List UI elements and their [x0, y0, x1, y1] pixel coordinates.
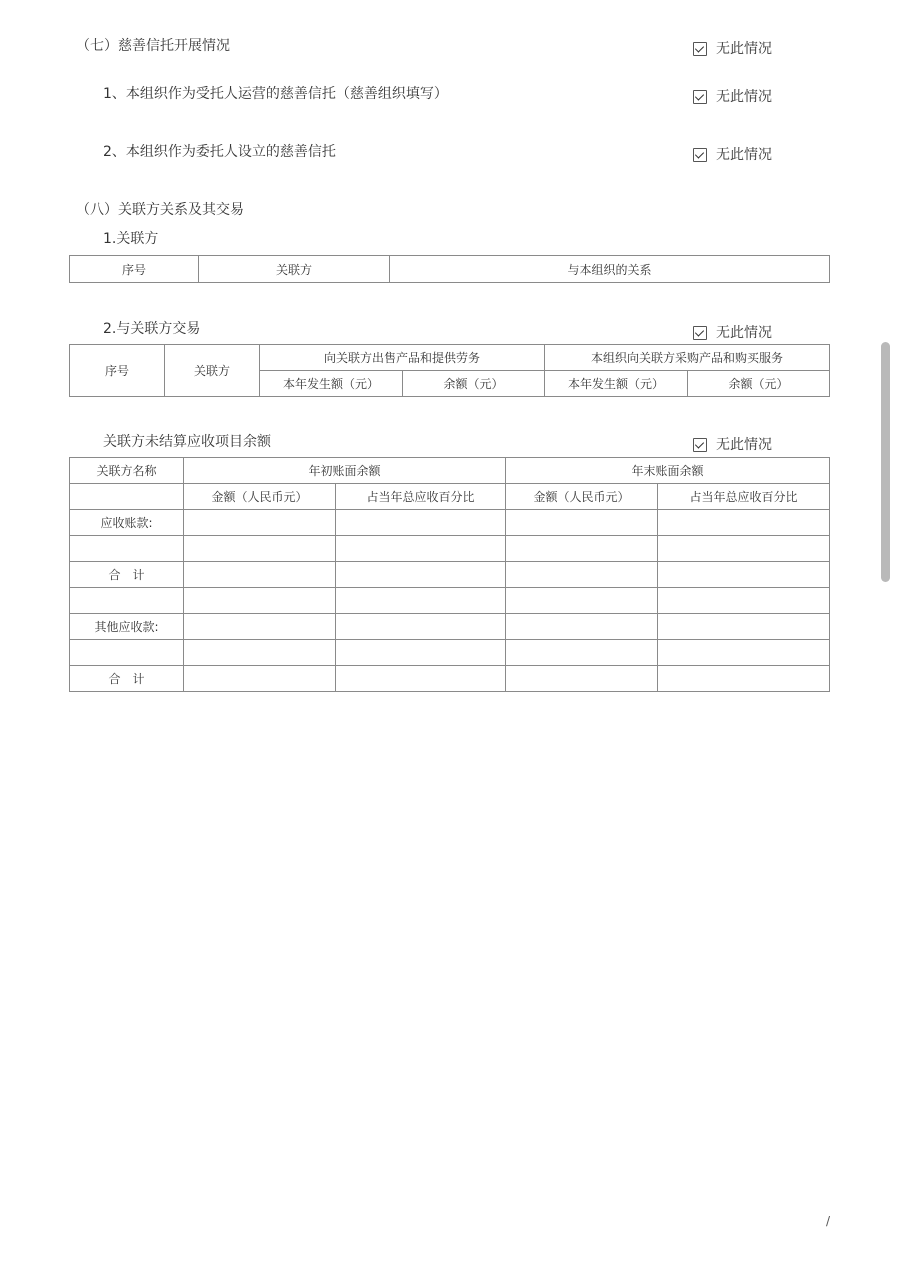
row-label-receivable: 应收账款: [70, 510, 184, 536]
checkbox-no-such-case-transactions[interactable] [693, 324, 772, 342]
checkbox-no-such-case-7-1[interactable] [693, 88, 772, 106]
table-cell [336, 562, 506, 588]
col-header-seq: 序号 [70, 256, 199, 283]
table-cell [70, 484, 184, 510]
table-header-row [70, 458, 830, 484]
col-header-seq: 序号 [70, 345, 165, 397]
unsettled-receivables-subtitle: 关联方未结算应收项目余额 [103, 434, 271, 450]
table-cell [658, 666, 830, 692]
related-party-subtitle: 1.关联方 [103, 231, 159, 247]
table-cell [506, 640, 658, 666]
section7-title: （七）慈善信托开展情况 [76, 38, 230, 54]
col-header-end-pct: 占当年总应收百分比 [658, 484, 830, 510]
table-row [70, 666, 830, 692]
table-cell [336, 536, 506, 562]
table-cell [184, 536, 336, 562]
checkbox-label: 无此情况 [716, 41, 772, 57]
table-row [70, 640, 830, 666]
table-row [70, 536, 830, 562]
section8-title: （八）关联方关系及其交易 [76, 202, 244, 218]
table-cell [336, 666, 506, 692]
table-row [70, 510, 830, 536]
related-party-table [69, 255, 830, 283]
table-cell [184, 562, 336, 588]
checkbox-no-such-case-7[interactable] [693, 40, 772, 58]
checkbox-label: 无此情况 [716, 437, 772, 453]
checkbox-checked-icon[interactable] [693, 42, 707, 56]
row-label-other-receivable: 其他应收款: [70, 614, 184, 640]
table-cell [184, 640, 336, 666]
table-row [70, 562, 830, 588]
col-header-relation: 与本组织的关系 [390, 256, 830, 283]
checkbox-label: 无此情况 [716, 147, 772, 163]
table-cell [336, 614, 506, 640]
page-mark: / [826, 1214, 831, 1228]
table-cell [506, 562, 658, 588]
related-transactions-table [69, 344, 830, 397]
table-subheader-row [70, 484, 830, 510]
col-group-buy: 本组织向关联方采购产品和购买服务 [545, 345, 830, 371]
table-cell [658, 614, 830, 640]
unsettled-receivables-table [69, 457, 830, 692]
table-row [70, 588, 830, 614]
table-cell [70, 640, 184, 666]
table-cell [658, 510, 830, 536]
col-header-sell-amount: 本年发生额（元） [260, 371, 403, 397]
table-cell [184, 614, 336, 640]
table-row [70, 614, 830, 640]
col-group-sell: 向关联方出售产品和提供劳务 [260, 345, 545, 371]
checkbox-label: 无此情况 [716, 89, 772, 105]
table-cell [658, 536, 830, 562]
related-transactions-subtitle: 2.与关联方交易 [103, 321, 201, 337]
col-header-begin-pct: 占当年总应收百分比 [336, 484, 506, 510]
col-header-begin-amount: 金额（人民币元） [184, 484, 336, 510]
col-header-party: 关联方 [165, 345, 260, 397]
table-header-row [70, 345, 830, 371]
col-header-party-name: 关联方名称 [70, 458, 184, 484]
table-cell [506, 510, 658, 536]
checkbox-no-such-case-receivables[interactable] [693, 436, 772, 454]
table-cell [658, 588, 830, 614]
table-cell [184, 510, 336, 536]
table-cell [184, 588, 336, 614]
col-header-sell-balance: 余额（元） [403, 371, 545, 397]
table-cell [658, 562, 830, 588]
row-label-total: 合 计 [70, 666, 184, 692]
table-header-row [70, 256, 830, 283]
col-header-buy-amount: 本年发生额（元） [545, 371, 688, 397]
section7-item2: 2、本组织作为委托人设立的慈善信托 [103, 144, 336, 160]
section7-item1: 1、本组织作为受托人运营的慈善信托（慈善组织填写） [103, 86, 448, 102]
col-header-party: 关联方 [199, 256, 390, 283]
table-cell [506, 614, 658, 640]
col-header-end-amount: 金额（人民币元） [506, 484, 658, 510]
row-label-total: 合 计 [70, 562, 184, 588]
checkbox-checked-icon[interactable] [693, 148, 707, 162]
checkbox-label: 无此情况 [716, 325, 772, 341]
table-cell [506, 588, 658, 614]
col-group-begin-balance: 年初账面余额 [184, 458, 506, 484]
checkbox-checked-icon[interactable] [693, 438, 707, 452]
col-group-end-balance: 年末账面余额 [506, 458, 830, 484]
table-cell [336, 510, 506, 536]
checkbox-checked-icon[interactable] [693, 90, 707, 104]
table-cell [336, 640, 506, 666]
table-cell [70, 588, 184, 614]
vertical-scrollbar[interactable] [881, 342, 890, 582]
checkbox-checked-icon[interactable] [693, 326, 707, 340]
table-cell [336, 588, 506, 614]
table-cell [70, 536, 184, 562]
table-cell [658, 640, 830, 666]
col-header-buy-balance: 余额（元） [688, 371, 830, 397]
table-cell [506, 536, 658, 562]
table-cell [184, 666, 336, 692]
checkbox-no-such-case-7-2[interactable] [693, 146, 772, 164]
table-cell [506, 666, 658, 692]
